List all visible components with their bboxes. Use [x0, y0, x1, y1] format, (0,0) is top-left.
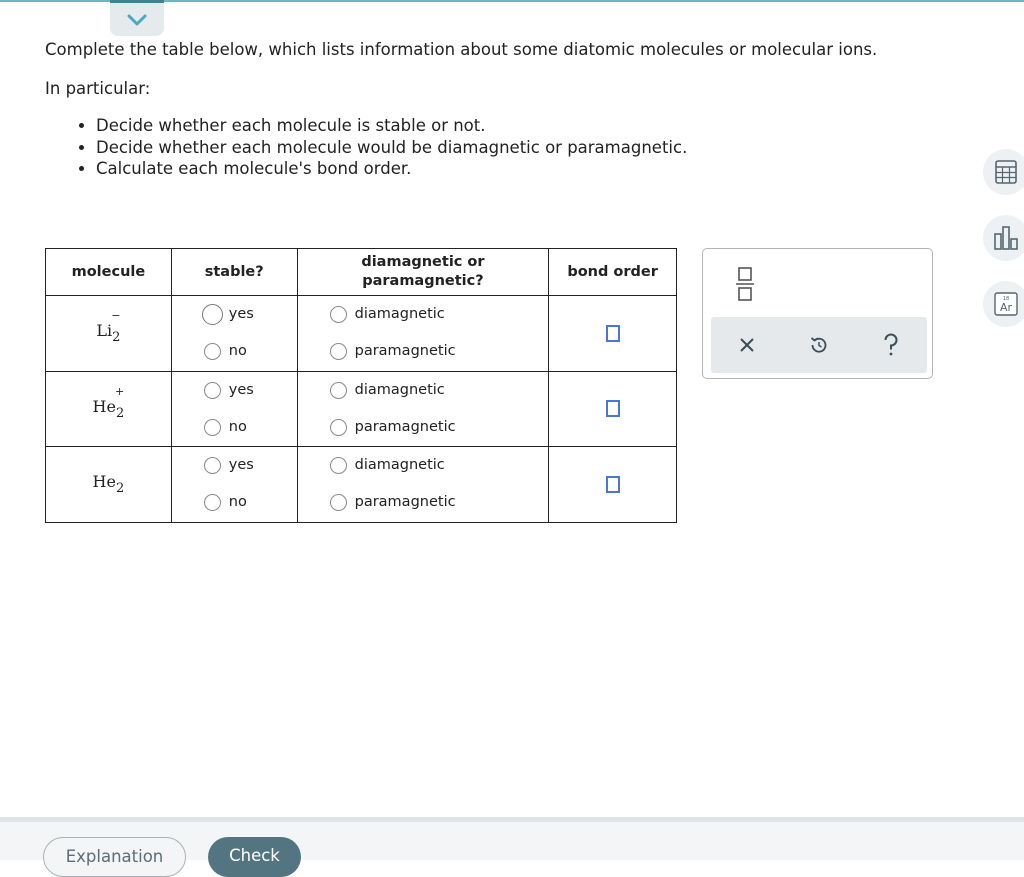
molecule-charge: + [115, 384, 125, 398]
molecule-symbol: Li [96, 321, 113, 341]
radio-button[interactable] [204, 494, 221, 511]
bond-order-cell [549, 296, 677, 372]
action-bar [711, 317, 927, 373]
stable-cell [171, 296, 297, 372]
bond-order-input[interactable] [606, 400, 620, 417]
molecule-subscript: 2 [115, 481, 125, 497]
magnetic-cell [297, 296, 549, 372]
magnetic-cell [297, 447, 549, 523]
magnetic-cell [297, 371, 549, 447]
clear-button[interactable] [735, 317, 759, 373]
option-label: diamagnetic [354, 306, 445, 323]
paramagnetic-option[interactable] [298, 333, 549, 370]
molecule-formula [96, 309, 121, 346]
option-label: paramagnetic [354, 494, 456, 511]
stable-no-option[interactable] [172, 333, 297, 370]
option-label: no [228, 494, 247, 511]
question-text [45, 38, 965, 180]
bond-order-input[interactable] [606, 325, 620, 342]
stable-yes-option[interactable] [172, 372, 297, 409]
table-row [46, 447, 677, 523]
paramagnetic-option[interactable] [298, 484, 549, 521]
collapse-tab[interactable] [110, 0, 164, 36]
table-row [46, 371, 677, 447]
explanation-button[interactable]: Explanation [43, 837, 186, 877]
radio-button[interactable] [330, 419, 347, 436]
molecule-subscript: 2 [112, 330, 121, 346]
radio-button[interactable] [330, 306, 347, 323]
option-label: yes [228, 306, 254, 323]
molecule-cell [46, 296, 172, 372]
molecule-symbol: He [92, 472, 116, 492]
question-particular: In particular: [45, 79, 151, 98]
header-magnetic-line1: diamagnetic or [361, 254, 485, 270]
question-intro: Complete the table below, which lists information about some diatomic molecules or molecular ions. [45, 40, 878, 59]
paramagnetic-option[interactable] [298, 409, 549, 446]
help-button[interactable] [879, 317, 903, 373]
check-button[interactable]: Check [208, 837, 301, 877]
stable-cell [171, 447, 297, 523]
answer-tools-panel [702, 248, 933, 379]
radio-button[interactable] [204, 343, 221, 360]
molecule-cell [46, 371, 172, 447]
instruction-item: • Decide whether each molecule would be diamagnetic or paramagnetic. [96, 137, 965, 159]
header-bond-order: bond order [549, 249, 677, 296]
stable-yes-option[interactable] [172, 296, 297, 333]
diamagnetic-option[interactable] [298, 447, 549, 484]
option-label: paramagnetic [354, 343, 456, 360]
molecule-symbol: He [92, 396, 116, 416]
header-magnetic-line2: paramagnetic? [362, 273, 484, 289]
table-row [46, 296, 677, 372]
calculator-icon [995, 160, 1017, 184]
instruction-list [45, 115, 965, 180]
bond-order-cell [549, 447, 677, 523]
radio-button[interactable] [330, 382, 347, 399]
molecule-subscript: 2 [115, 405, 125, 421]
radio-button[interactable] [204, 382, 221, 399]
diamagnetic-option[interactable] [298, 296, 549, 333]
option-label: yes [228, 457, 254, 474]
element-number: 18 [1002, 296, 1010, 302]
option-label: diamagnetic [354, 381, 445, 398]
bar-chart-icon [993, 226, 1019, 250]
molecule-charge: − [111, 309, 121, 323]
option-label: yes [228, 381, 254, 398]
molecule-cell [46, 447, 172, 523]
option-label: diamagnetic [354, 457, 445, 474]
option-label: paramagnetic [354, 418, 456, 435]
stable-yes-option[interactable] [172, 447, 297, 484]
molecule-formula [93, 472, 125, 496]
periodic-table-button[interactable] [983, 281, 1024, 327]
undo-icon [809, 335, 829, 355]
radio-button[interactable] [330, 457, 347, 474]
data-tool-button[interactable] [983, 215, 1024, 261]
instruction-item: • Calculate each molecule's bond order. [96, 158, 965, 180]
option-label: no [228, 418, 247, 435]
question-mark-icon [883, 333, 899, 357]
header-magnetic [297, 249, 549, 296]
diamagnetic-option[interactable] [298, 372, 549, 409]
radio-button[interactable] [204, 419, 221, 436]
molecule-formula [92, 384, 125, 421]
stable-cell [171, 371, 297, 447]
header-stable: stable? [171, 249, 297, 296]
table-header-row [46, 249, 677, 296]
chevron-down-icon [126, 13, 148, 27]
calculator-tool-button[interactable] [983, 149, 1024, 195]
molecule-table [45, 248, 677, 523]
close-icon [738, 336, 756, 354]
bond-order-cell [549, 371, 677, 447]
radio-button[interactable] [330, 343, 347, 360]
bond-order-input[interactable] [606, 476, 620, 493]
option-label: no [228, 343, 247, 360]
radio-button[interactable] [202, 304, 223, 325]
undo-button[interactable] [807, 317, 831, 373]
element-symbol: Ar [999, 301, 1013, 314]
periodic-element-icon [994, 292, 1018, 316]
radio-button[interactable] [330, 494, 347, 511]
stable-no-option[interactable] [172, 409, 297, 446]
instruction-item: • Decide whether each molecule is stable or not. [96, 115, 965, 137]
header-molecule: molecule [46, 249, 172, 296]
fraction-icon[interactable] [735, 266, 755, 302]
stable-no-option[interactable] [172, 484, 297, 521]
radio-button[interactable] [204, 457, 221, 474]
footer-bar [0, 817, 1024, 866]
